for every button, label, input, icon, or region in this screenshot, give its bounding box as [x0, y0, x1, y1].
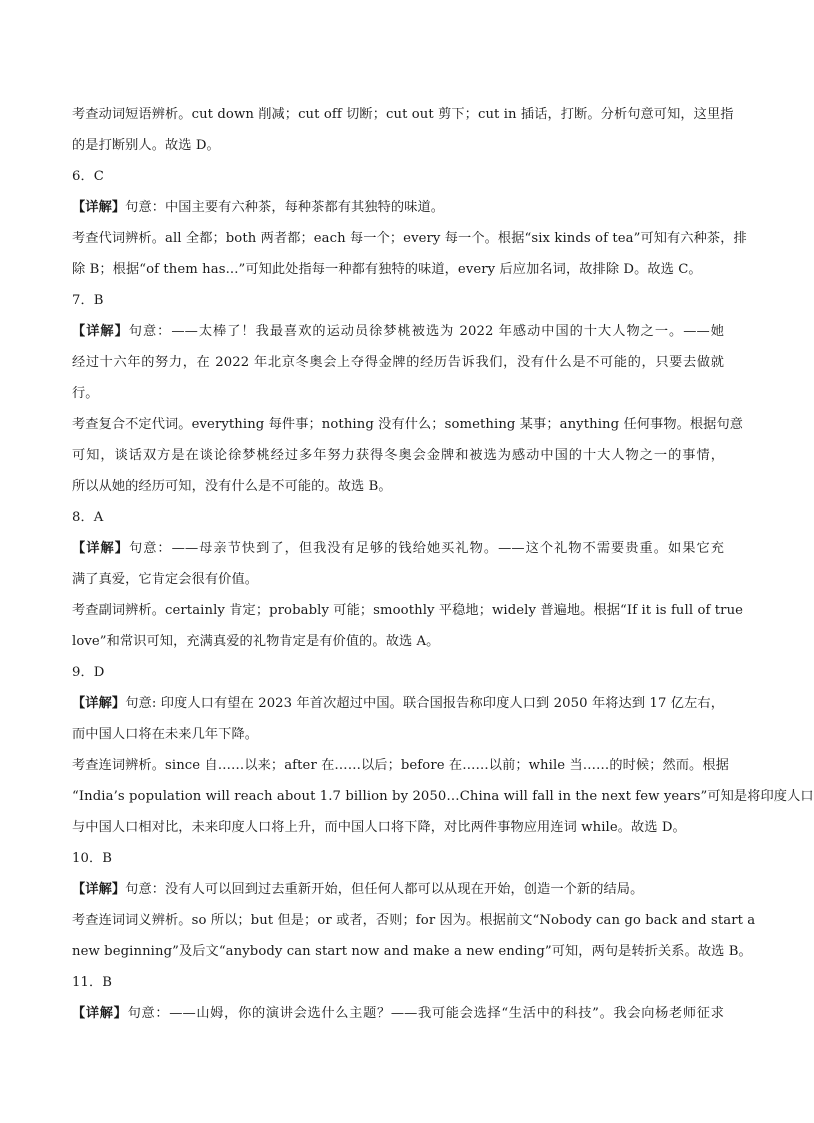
line-text: 句意: 印度人口有望在 2023 年首次超过中国。联合国报告称印度人口到 2050 年将达到 17 亿左右，: [125, 696, 724, 711]
text-line: [72, 99, 734, 130]
text-line: [72, 347, 724, 378]
text-line: [72, 874, 724, 905]
text-line: [72, 130, 724, 161]
detail-label: 【详解】: [72, 696, 126, 711]
text-line: [72, 936, 752, 967]
line-text: new beginning”及后文“anybody can start now and make a new ending”可知，两句是转折关系。故选 B。: [72, 944, 752, 959]
text-line: [72, 905, 756, 936]
line-text: love”和常识可知，充满真爱的礼物肯定是有价值的。故选 A。: [72, 634, 440, 649]
detail-label: 【详解】: [72, 541, 129, 556]
text-line: [72, 657, 724, 688]
text-line: [72, 595, 744, 626]
line-text: 9．D: [72, 665, 105, 680]
detail-label: 【详解】: [72, 324, 129, 339]
text-line: [72, 967, 724, 998]
line-text: 与中国人口相对比，未来印度人口将上升，而中国人口将下降，对比两件事物应用连词 while。故选 D。: [72, 820, 686, 835]
line-text: 7．B: [72, 293, 104, 308]
line-text: 经过十六年的努力，在 2022 年北京冬奥会上夺得金牌的经历告诉我们，没有什么是不可能的，只要去做就: [72, 355, 724, 370]
line-text: 6．C: [72, 169, 104, 184]
text-line: [72, 285, 724, 316]
text-line: [72, 192, 724, 223]
line-text: 行。: [72, 386, 99, 401]
text-line: [72, 626, 724, 657]
text-line: [72, 409, 744, 440]
line-text: 句意：没有人可以回到过去重新开始，但任何人都可以从现在开始，创造一个新的结局。: [125, 882, 644, 897]
text-line: [72, 502, 724, 533]
line-text: 而中国人口将在未来几年下降。: [72, 727, 259, 742]
line-text: 句意：——太棒了！我最喜欢的运动员徐梦桃被选为 2022 年感动中国的十大人物之一。——她: [128, 324, 724, 339]
line-text: 考查连词辨析。since 自……以来；after 在……以后；before 在……以前；while 当……的时候；然而。根据: [72, 758, 729, 773]
text-line: [72, 161, 724, 192]
answer-explanations: [72, 99, 814, 1029]
line-text: 的是打断别人。故选 D。: [72, 138, 220, 153]
text-line: [72, 564, 724, 595]
text-line: [72, 812, 724, 843]
line-text: 考查动词短语辨析。cut down 削减；cut off 切断；cut out 剪下；cut in 插话，打断。分析句意可知，这里指: [72, 107, 734, 122]
text-line: [72, 843, 724, 874]
text-line: [72, 533, 724, 564]
text-line: [72, 223, 747, 254]
line-text: 考查代词辨析。all 全都；both 两者都；each 每一个；every 每一个。根据“six kinds of tea”可知有六种茶，排: [72, 231, 747, 246]
text-line: [72, 781, 814, 812]
text-line: [72, 316, 724, 347]
text-line: [72, 471, 724, 502]
text-line: [72, 254, 724, 285]
line-text: 8．A: [72, 510, 104, 525]
detail-label: 【详解】: [72, 200, 126, 215]
text-line: [72, 750, 729, 781]
line-text: 满了真爱，它肯定会很有价值。: [72, 572, 259, 587]
text-line: [72, 998, 724, 1029]
line-text: 考查连词词义辨析。so 所以；but 但是；or 或者，否则；for 因为。根据前文“Nobody can go back and start a: [72, 913, 756, 928]
detail-label: 【详解】: [72, 1006, 128, 1021]
line-text: 10．B: [72, 851, 113, 866]
text-line: [72, 688, 724, 719]
line-text: “India’s population will reach about 1.7 billion by 2050…China will fall in the next few years”可知是将印度人口: [72, 789, 814, 804]
text-line: [72, 719, 724, 750]
line-text: 句意：中国主要有六种茶，每种茶都有其独特的味道。: [125, 200, 445, 215]
text-line: [72, 378, 724, 409]
detail-label: 【详解】: [72, 882, 126, 897]
line-text: 考查副词辨析。certainly 肯定；probably 可能；smoothly 平稳地；widely 普遍地。根据“If it is full of true: [72, 603, 744, 618]
line-text: 11．B: [72, 975, 113, 990]
line-text: 句意：——山姆，你的演讲会选什么主题？——我可能会选择“生活中的科技”。我会向杨老师征求: [127, 1006, 724, 1021]
line-text: 所以从她的经历可知，没有什么是不可能的。故选 B。: [72, 479, 392, 494]
text-line: [72, 440, 724, 471]
line-text: 除 B；根据“of them has...”可知此处指每一种都有独特的味道，every 后应加名词，故排除 D。故选 C。: [72, 262, 702, 277]
line-text: 可知，谈话双方是在谈论徐梦桃经过多年努力获得冬奥会金牌和被选为感动中国的十大人物之一的事情，: [72, 448, 724, 463]
line-text: 考查复合不定代词。everything 每件事；nothing 没有什么；something 某事；anything 任何事物。根据句意: [72, 417, 744, 432]
line-text: 句意：——母亲节快到了，但我没有足够的钱给她买礼物。——这个礼物不需要贵重。如果它充: [128, 541, 724, 556]
